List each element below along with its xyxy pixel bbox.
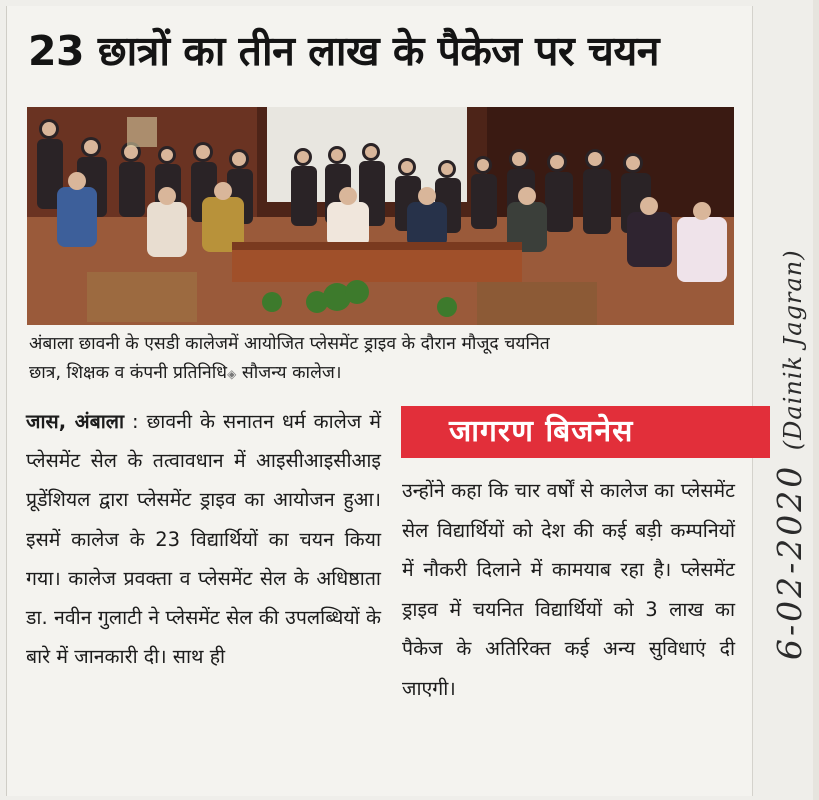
article-body-text: छावनी के सनातन धर्म कालेज में प्लेसमेंट सेल के तत्वावधान में आइसीआइसीआइ प्रूडेंशियल द्वारा प्लेसमेंट ड्राइव का आयोजन हुआ। इसमें कालेज के 23 विद्यार्थियों का चयन किया गया। कालेज प्रवक्ता व प्लेसमेंट सेल के अधिष्ठाता डा. नवीन गुलाटी ने प्लेसमेंट सेल की उपलब्धियों के बारे में जानकारी दी। साथ ही — [26, 410, 381, 669]
handwritten-note — [770, 249, 809, 660]
photo-caption — [29, 330, 734, 389]
article-dateline: जास, अंबाला — [26, 410, 125, 433]
handwritten-date: 6-02-2020 — [770, 463, 809, 660]
caption-separator-icon: ◈ — [227, 367, 237, 381]
group-photo — [27, 107, 734, 325]
caption-line-1: अंबाला छावनी के एसडी कालेजमें आयोजित प्लेसमेंट ड्राइव के दौरान मौजूद चयनित — [29, 334, 550, 354]
caption-line-2-text: छात्र, शिक्षक व कंपनी प्रतिनिधि — [29, 363, 228, 383]
group-photo-icon — [27, 107, 734, 325]
headline: 23 छात्रों का तीन लाख के पैकेज पर चयन — [28, 27, 659, 75]
jagran-business-banner: जागरण बिजनेस — [401, 406, 770, 458]
scan-edge — [813, 0, 819, 800]
dateline-colon: : — [124, 410, 147, 433]
article-body-left — [26, 402, 381, 676]
caption-credit: सौजन्य कालेज। — [241, 363, 342, 383]
handwritten-source: (Dainik Jagran) — [779, 249, 807, 451]
article-body-right: उन्होंने कहा कि चार वर्षों से कालेज का प्लेसमेंट सेल विद्यार्थियों को देश की कई बड़ी कम्पनियों में नौकरी दिलाने में कामयाब रहा है। प्लेसमेंट ड्राइव में चयनित विद्यार्थियों को 3 लाख का पैकेज के अतिरिक्त कई अन्य सुविधाएं दी जाएगी। — [402, 479, 735, 700]
caption-line-2 — [29, 359, 734, 389]
